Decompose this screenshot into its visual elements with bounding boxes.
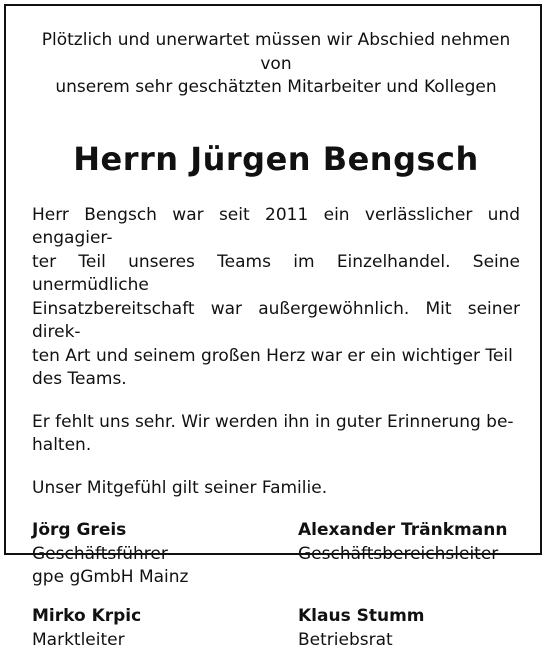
intro-line: Plötzlich und unerwartet müssen wir Abschied nehmen von [32,29,520,76]
signatory [32,605,292,652]
signatory-name: Jörg Greis [32,519,292,543]
paragraph-condolence: Unser Mitgefühl gilt seiner Familie. [32,477,520,501]
signatory-role: Betriebsrat [298,629,550,652]
signatory-name: Mirko Krpic [32,605,292,629]
signatory [32,519,292,590]
signatory-role: Geschäftsführer [32,543,292,567]
signatory-name: Alexander Tränkmann [298,519,550,543]
signatory-organization: gpe gGmbH Mainz [32,566,292,590]
signatory-role: Marktleiter [32,629,292,652]
signatory [298,519,550,566]
signatory [298,605,550,652]
obituary-notice [32,29,520,519]
signatory-role: Geschäftsbereichsleiter [298,543,550,567]
intro-line: unserem sehr geschätzten Mitarbeiter und Kollegen [32,76,520,100]
deceased-name: Herrn Jürgen Bengsch [32,139,520,179]
intro-text [32,29,520,100]
paragraph-remembrance: Er fehlt uns sehr. Wir werden ihn in guter Erinnerung be- halten. [32,411,520,458]
signatory-name: Klaus Stumm [298,605,550,629]
paragraph-tribute: Herr Bengsch war seit 2011 ein verlässlicher und engagier- ter Teil unseres Teams im Einzelhandel. Seine unermüdliche Einsatzbereitschaft war außergewöhnlich. Mit seiner direk- ten Art und seinem großen Herz war er ein wichtiger Teil des Teams. [32,204,520,392]
body-text [32,204,520,501]
